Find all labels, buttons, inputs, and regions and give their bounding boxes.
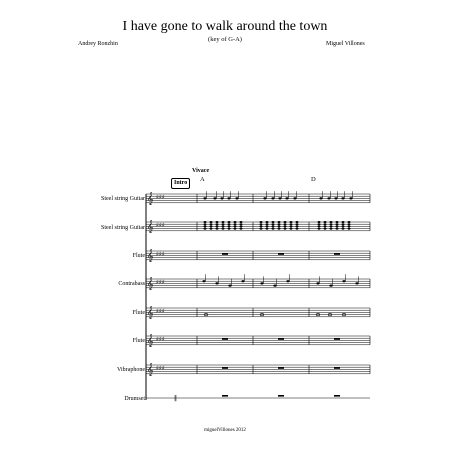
chord-note-head (210, 225, 213, 227)
tempo-marking: Vivace (192, 168, 210, 174)
chord-note-head (222, 223, 225, 225)
chord-note-head (324, 228, 327, 230)
chord-note-head (324, 221, 327, 223)
chord-note-head (272, 228, 275, 230)
chord-note-head (342, 225, 345, 227)
rehearsal-mark-a: A (200, 176, 205, 183)
key-signature-icon: ♯♯♯ (156, 222, 165, 229)
instrument-label: Vibraphone (117, 367, 145, 373)
chord-note-head (324, 223, 327, 225)
note-head (278, 197, 281, 199)
chord-note-head (204, 228, 207, 230)
note-head (273, 285, 276, 287)
chord-note-head (210, 228, 213, 230)
chord-note-head (342, 228, 345, 230)
instrument-label: Flute (132, 310, 145, 316)
note-head (202, 280, 205, 282)
instrument-label: Flute (132, 253, 145, 259)
chord-note-head (290, 225, 293, 227)
treble-clef-icon: 𝄞 (147, 220, 154, 233)
note-head (235, 197, 238, 199)
chord-note-head (290, 221, 293, 223)
key-signature-icon: ♯♯♯ (156, 194, 165, 201)
note-head (215, 282, 218, 284)
whole-rest-icon (278, 253, 284, 255)
chord-note-head (348, 221, 351, 223)
treble-clef-icon: 𝄞 (147, 306, 154, 319)
note-head (227, 197, 230, 199)
key-signature-icon: ♯♯♯ (156, 308, 165, 315)
note-head (271, 197, 274, 199)
note-head (329, 285, 332, 287)
treble-clef-icon: 𝄞 (147, 363, 154, 376)
chord-note-head (228, 228, 231, 230)
chord-note-head (290, 228, 293, 230)
key-signature-icon: ♯♯♯ (156, 279, 165, 286)
chord-note-head (234, 225, 237, 227)
chord-note-head (222, 221, 225, 223)
note-head (316, 282, 319, 284)
chord-note-head (228, 225, 231, 227)
rehearsal-mark-d: D (311, 176, 316, 183)
chord-note-head (296, 221, 299, 223)
treble-clef-icon: 𝄞 (147, 192, 154, 205)
chord-note-head (210, 223, 213, 225)
chord-note-head (234, 223, 237, 225)
chord-note-head (272, 223, 275, 225)
instrument-label: Steel string Guitar (101, 196, 145, 202)
note-head (241, 280, 244, 282)
chord-note-head (336, 225, 339, 227)
chord-note-head (284, 221, 287, 223)
chord-note-head (266, 223, 269, 225)
note-head (228, 285, 231, 287)
chord-note-head (336, 223, 339, 225)
chord-note-head (284, 228, 287, 230)
chord-note-head (290, 223, 293, 225)
chord-note-head (330, 225, 333, 227)
chord-note-head (228, 221, 231, 223)
whole-rest-icon (278, 338, 284, 340)
chord-note-head (204, 221, 207, 223)
composer-name: Miguel Villones (326, 41, 365, 47)
note-head (260, 282, 263, 284)
key-signature-icon: ♯♯♯ (156, 365, 165, 372)
note-head (286, 280, 289, 282)
chord-note-head (342, 223, 345, 225)
chord-note-head (260, 225, 263, 227)
chord-note-head (330, 223, 333, 225)
instrument-label: Contrabass (118, 281, 145, 287)
whole-rest-icon (334, 338, 340, 340)
chord-note-head (222, 228, 225, 230)
chord-note-head (216, 225, 219, 227)
chord-note-head (278, 221, 281, 223)
chord-note-head (278, 225, 281, 227)
chord-note-head (240, 225, 243, 227)
chord-note-head (318, 228, 321, 230)
score-title: I have gone to walk around the town (122, 19, 328, 34)
chord-note-head (318, 225, 321, 227)
instrument-label: Steel string Guitar (101, 225, 145, 231)
note-head (319, 197, 322, 199)
whole-rest-icon (222, 338, 228, 340)
note-head (220, 197, 223, 199)
whole-rest-icon (334, 367, 340, 369)
chord-note-head (342, 221, 345, 223)
chord-note-head (204, 225, 207, 227)
note-head (334, 197, 337, 199)
chord-note-head (330, 228, 333, 230)
chord-note-head (324, 225, 327, 227)
chord-note-head (348, 228, 351, 230)
treble-clef-icon: 𝄞 (147, 277, 154, 290)
chord-note-head (278, 223, 281, 225)
key-signature-icon: ♯♯♯ (156, 336, 165, 343)
chord-note-head (204, 223, 207, 225)
note-head (341, 197, 344, 199)
chord-note-head (284, 225, 287, 227)
note-head (293, 197, 296, 199)
chord-note-head (278, 228, 281, 230)
whole-rest-icon (222, 367, 228, 369)
chord-note-head (318, 223, 321, 225)
chord-note-head (216, 228, 219, 230)
chord-note-head (216, 223, 219, 225)
chord-note-head (284, 223, 287, 225)
chord-note-head (296, 223, 299, 225)
chord-note-head (222, 225, 225, 227)
footer-copyright: miguelVillones 2012 (204, 428, 246, 433)
instrument-label: Flute (132, 338, 145, 344)
chord-note-head (260, 223, 263, 225)
percussion-clef-icon: ‖ (174, 395, 177, 402)
whole-rest-icon (278, 367, 284, 369)
chord-note-head (330, 221, 333, 223)
chord-note-head (266, 221, 269, 223)
chord-note-head (266, 225, 269, 227)
chord-note-head (228, 223, 231, 225)
intro-label: Intro (171, 178, 190, 189)
instrument-label: Drumset (124, 396, 145, 402)
whole-rest-icon (222, 253, 228, 255)
chord-note-head (260, 228, 263, 230)
chord-note-head (234, 221, 237, 223)
arranger-name: Andrey Ronzhin (78, 41, 118, 47)
chord-note-head (240, 221, 243, 223)
chord-note-head (272, 221, 275, 223)
chord-note-head (210, 221, 213, 223)
note-head (285, 197, 288, 199)
chord-note-head (266, 228, 269, 230)
note-head (203, 197, 206, 199)
key-signature-icon: ♯♯♯ (156, 251, 165, 258)
whole-rest-icon (334, 395, 340, 397)
note-head (327, 197, 330, 199)
chord-note-head (318, 221, 321, 223)
note-head (355, 282, 358, 284)
chord-note-head (240, 228, 243, 230)
note-head (342, 280, 345, 282)
chord-note-head (348, 223, 351, 225)
treble-clef-icon: 𝄞 (147, 334, 154, 347)
note-head (263, 197, 266, 199)
note-head (213, 197, 216, 199)
chord-note-head (336, 228, 339, 230)
treble-clef-icon: 𝄞 (147, 249, 154, 262)
whole-rest-icon (278, 395, 284, 397)
chord-note-head (234, 228, 237, 230)
whole-rest-icon (334, 253, 340, 255)
chord-note-head (336, 221, 339, 223)
chord-note-head (216, 221, 219, 223)
chord-note-head (348, 225, 351, 227)
chord-note-head (296, 225, 299, 227)
note-head (349, 197, 352, 199)
chord-note-head (240, 223, 243, 225)
whole-rest-icon (222, 395, 228, 397)
chord-note-head (260, 221, 263, 223)
score-subtitle: (key of G-A) (208, 36, 242, 43)
chord-note-head (272, 225, 275, 227)
chord-note-head (296, 228, 299, 230)
